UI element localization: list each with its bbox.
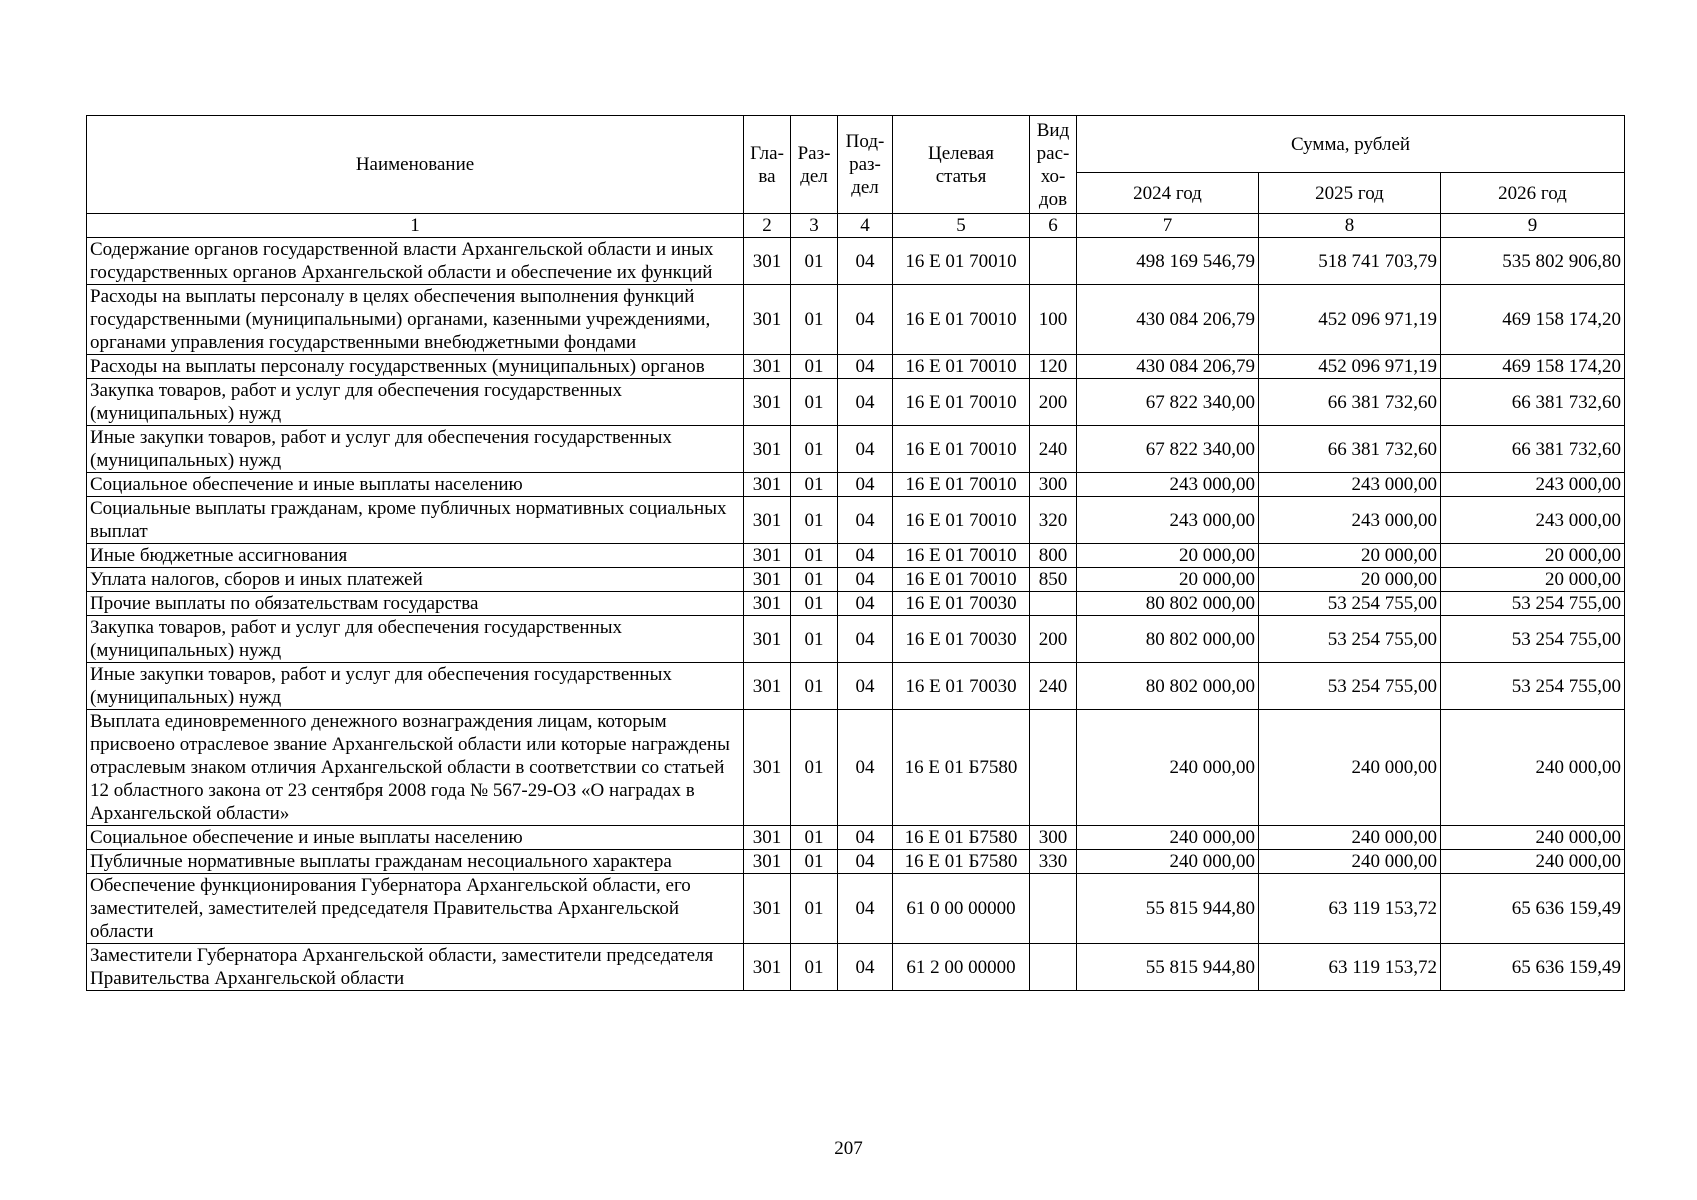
row-sum-2024: 20 000,00 (1077, 544, 1259, 568)
row-vid-rashodov: 320 (1030, 497, 1077, 544)
header-podrazdel: Под- раз- дел (838, 116, 893, 214)
row-podrazdel: 04 (838, 285, 893, 355)
row-sum-2026: 243 000,00 (1441, 473, 1625, 497)
row-celevaya-statya: 61 2 00 00000 (893, 944, 1030, 991)
row-name: Иные закупки товаров, работ и услуг для обеспечения государственных (муниципальных) нужд (87, 426, 744, 473)
row-name: Иные бюджетные ассигнования (87, 544, 744, 568)
row-glava: 301 (744, 874, 791, 944)
row-glava: 301 (744, 710, 791, 826)
row-sum-2024: 67 822 340,00 (1077, 426, 1259, 473)
table-row (87, 238, 1625, 285)
row-sum-2024: 20 000,00 (1077, 568, 1259, 592)
row-podrazdel: 04 (838, 497, 893, 544)
header-2024: 2024 год (1077, 173, 1259, 214)
row-razdel: 01 (791, 473, 838, 497)
row-celevaya-statya: 16 Е 01 70010 (893, 379, 1030, 426)
row-celevaya-statya: 16 Е 01 70010 (893, 285, 1030, 355)
row-sum-2026: 20 000,00 (1441, 544, 1625, 568)
row-vid-rashodov: 800 (1030, 544, 1077, 568)
row-sum-2026: 66 381 732,60 (1441, 426, 1625, 473)
row-vid-rashodov: 240 (1030, 663, 1077, 710)
row-sum-2026: 65 636 159,49 (1441, 874, 1625, 944)
row-celevaya-statya: 16 Е 01 Б7580 (893, 826, 1030, 850)
row-sum-2024: 80 802 000,00 (1077, 592, 1259, 616)
row-sum-2024: 243 000,00 (1077, 497, 1259, 544)
row-sum-2026: 469 158 174,20 (1441, 285, 1625, 355)
table-row (87, 285, 1625, 355)
row-celevaya-statya: 16 Е 01 Б7580 (893, 850, 1030, 874)
row-name: Заместители Губернатора Архангельской области, заместители председателя Правительства Архангельской области (87, 944, 744, 991)
row-razdel: 01 (791, 874, 838, 944)
row-sum-2025: 452 096 971,19 (1259, 355, 1441, 379)
row-celevaya-statya: 16 Е 01 70010 (893, 544, 1030, 568)
row-glava: 301 (744, 473, 791, 497)
row-name: Социальное обеспечение и иные выплаты населению (87, 473, 744, 497)
header-summa: Сумма, рублей (1077, 116, 1625, 173)
row-celevaya-statya: 16 Е 01 70010 (893, 473, 1030, 497)
row-vid-rashodov: 100 (1030, 285, 1077, 355)
row-sum-2025: 243 000,00 (1259, 497, 1441, 544)
row-razdel: 01 (791, 544, 838, 568)
row-celevaya-statya: 16 Е 01 70010 (893, 238, 1030, 285)
row-name: Прочие выплаты по обязательствам государства (87, 592, 744, 616)
row-podrazdel: 04 (838, 473, 893, 497)
table-row (87, 355, 1625, 379)
row-sum-2026: 65 636 159,49 (1441, 944, 1625, 991)
row-sum-2025: 66 381 732,60 (1259, 379, 1441, 426)
row-name: Обеспечение функционирования Губернатора Архангельской области, его заместителей, заместителей председателя Правительства Архангельской области (87, 874, 744, 944)
table-row (87, 944, 1625, 991)
table-row (87, 826, 1625, 850)
row-name: Расходы на выплаты персоналу государственных (муниципальных) органов (87, 355, 744, 379)
row-podrazdel: 04 (838, 355, 893, 379)
row-vid-rashodov (1030, 710, 1077, 826)
row-sum-2026: 240 000,00 (1441, 826, 1625, 850)
budget-table (86, 115, 1625, 991)
row-sum-2025: 518 741 703,79 (1259, 238, 1441, 285)
row-name: Закупка товаров, работ и услуг для обеспечения государственных (муниципальных) нужд (87, 616, 744, 663)
header-glava: Гла- ва (744, 116, 791, 214)
row-sum-2024: 240 000,00 (1077, 826, 1259, 850)
row-sum-2026: 469 158 174,20 (1441, 355, 1625, 379)
page-number: 207 (834, 1138, 863, 1159)
row-sum-2024: 55 815 944,80 (1077, 874, 1259, 944)
row-glava: 301 (744, 379, 791, 426)
row-name: Социальные выплаты гражданам, кроме публичных нормативных социальных выплат (87, 497, 744, 544)
row-razdel: 01 (791, 355, 838, 379)
row-vid-rashodov: 240 (1030, 426, 1077, 473)
header-celevaya: Целевая статья (893, 116, 1030, 214)
table-row (87, 592, 1625, 616)
row-sum-2025: 53 254 755,00 (1259, 592, 1441, 616)
row-celevaya-statya: 16 Е 01 70010 (893, 355, 1030, 379)
column-number: 7 (1077, 214, 1259, 238)
row-name: Расходы на выплаты персоналу в целях обеспечения выполнения функций государственными (муниципальными) органами, казенными учреждениями, органами управления государственными внебюджетными фондами (87, 285, 744, 355)
row-sum-2026: 20 000,00 (1441, 568, 1625, 592)
row-podrazdel: 04 (838, 426, 893, 473)
row-sum-2024: 67 822 340,00 (1077, 379, 1259, 426)
table-row (87, 497, 1625, 544)
row-sum-2026: 243 000,00 (1441, 497, 1625, 544)
row-podrazdel: 04 (838, 944, 893, 991)
row-vid-rashodov: 330 (1030, 850, 1077, 874)
table-row (87, 663, 1625, 710)
row-vid-rashodov (1030, 944, 1077, 991)
row-razdel: 01 (791, 592, 838, 616)
row-celevaya-statya: 16 Е 01 Б7580 (893, 710, 1030, 826)
row-name: Выплата единовременного денежного вознаграждения лицам, которым присвоено отраслевое звание Архангельской области или которые награждены отраслевым знаком отличия Архангельской области в соответствии со статьей 12 областного закона от 23 сентября 2008 года № 567-29-ОЗ «О наградах в Архангельской области» (87, 710, 744, 826)
row-glava: 301 (744, 568, 791, 592)
table-row (87, 426, 1625, 473)
row-podrazdel: 04 (838, 874, 893, 944)
row-sum-2025: 243 000,00 (1259, 473, 1441, 497)
row-sum-2025: 63 119 153,72 (1259, 944, 1441, 991)
row-podrazdel: 04 (838, 850, 893, 874)
row-razdel: 01 (791, 285, 838, 355)
row-podrazdel: 04 (838, 663, 893, 710)
header-2026: 2026 год (1441, 173, 1625, 214)
row-glava: 301 (744, 426, 791, 473)
row-razdel: 01 (791, 663, 838, 710)
row-sum-2025: 66 381 732,60 (1259, 426, 1441, 473)
row-razdel: 01 (791, 497, 838, 544)
row-sum-2025: 63 119 153,72 (1259, 874, 1441, 944)
table-row (87, 616, 1625, 663)
header-razdel: Раз- дел (791, 116, 838, 214)
row-vid-rashodov (1030, 238, 1077, 285)
row-sum-2025: 20 000,00 (1259, 568, 1441, 592)
row-celevaya-statya: 16 Е 01 70030 (893, 663, 1030, 710)
row-sum-2025: 240 000,00 (1259, 850, 1441, 874)
row-podrazdel: 04 (838, 616, 893, 663)
row-celevaya-statya: 16 Е 01 70010 (893, 568, 1030, 592)
row-name: Публичные нормативные выплаты гражданам несоциального характера (87, 850, 744, 874)
row-podrazdel: 04 (838, 238, 893, 285)
row-celevaya-statya: 61 0 00 00000 (893, 874, 1030, 944)
row-celevaya-statya: 16 Е 01 70030 (893, 592, 1030, 616)
row-razdel: 01 (791, 850, 838, 874)
row-razdel: 01 (791, 710, 838, 826)
row-glava: 301 (744, 826, 791, 850)
column-number: 5 (893, 214, 1030, 238)
row-sum-2025: 240 000,00 (1259, 826, 1441, 850)
table-row (87, 568, 1625, 592)
row-podrazdel: 04 (838, 826, 893, 850)
row-vid-rashodov: 300 (1030, 826, 1077, 850)
row-sum-2024: 430 084 206,79 (1077, 285, 1259, 355)
row-sum-2025: 452 096 971,19 (1259, 285, 1441, 355)
row-glava: 301 (744, 944, 791, 991)
table-row (87, 874, 1625, 944)
column-number: 1 (87, 214, 744, 238)
row-podrazdel: 04 (838, 379, 893, 426)
row-sum-2026: 53 254 755,00 (1441, 592, 1625, 616)
row-sum-2025: 53 254 755,00 (1259, 616, 1441, 663)
row-glava: 301 (744, 355, 791, 379)
row-name: Иные закупки товаров, работ и услуг для обеспечения государственных (муниципальных) нужд (87, 663, 744, 710)
row-sum-2025: 240 000,00 (1259, 710, 1441, 826)
column-number: 2 (744, 214, 791, 238)
row-name: Социальное обеспечение и иные выплаты населению (87, 826, 744, 850)
row-podrazdel: 04 (838, 544, 893, 568)
row-sum-2024: 498 169 546,79 (1077, 238, 1259, 285)
row-glava: 301 (744, 663, 791, 710)
row-vid-rashodov: 200 (1030, 616, 1077, 663)
row-vid-rashodov: 200 (1030, 379, 1077, 426)
column-number-row (87, 214, 1625, 238)
row-glava: 301 (744, 285, 791, 355)
row-name: Закупка товаров, работ и услуг для обеспечения государственных (муниципальных) нужд (87, 379, 744, 426)
column-number: 9 (1441, 214, 1625, 238)
row-glava: 301 (744, 850, 791, 874)
table-row (87, 544, 1625, 568)
row-razdel: 01 (791, 944, 838, 991)
row-sum-2026: 240 000,00 (1441, 710, 1625, 826)
table-row (87, 850, 1625, 874)
row-glava: 301 (744, 544, 791, 568)
row-razdel: 01 (791, 568, 838, 592)
row-vid-rashodov: 300 (1030, 473, 1077, 497)
row-vid-rashodov (1030, 874, 1077, 944)
row-name: Уплата налогов, сборов и иных платежей (87, 568, 744, 592)
row-razdel: 01 (791, 616, 838, 663)
row-sum-2024: 240 000,00 (1077, 710, 1259, 826)
table-row (87, 379, 1625, 426)
row-glava: 301 (744, 616, 791, 663)
row-sum-2026: 535 802 906,80 (1441, 238, 1625, 285)
row-glava: 301 (744, 238, 791, 285)
header-2025: 2025 год (1259, 173, 1441, 214)
row-sum-2026: 66 381 732,60 (1441, 379, 1625, 426)
header-name: Наименование (87, 116, 744, 214)
row-sum-2026: 240 000,00 (1441, 850, 1625, 874)
row-vid-rashodov: 850 (1030, 568, 1077, 592)
row-glava: 301 (744, 497, 791, 544)
column-number: 3 (791, 214, 838, 238)
column-number: 8 (1259, 214, 1441, 238)
row-sum-2024: 430 084 206,79 (1077, 355, 1259, 379)
column-number: 6 (1030, 214, 1077, 238)
row-razdel: 01 (791, 238, 838, 285)
row-razdel: 01 (791, 826, 838, 850)
row-sum-2024: 240 000,00 (1077, 850, 1259, 874)
row-celevaya-statya: 16 Е 01 70030 (893, 616, 1030, 663)
row-sum-2026: 53 254 755,00 (1441, 616, 1625, 663)
row-sum-2024: 80 802 000,00 (1077, 663, 1259, 710)
row-razdel: 01 (791, 426, 838, 473)
row-name: Содержание органов государственной власти Архангельской области и иных государственных органов Архангельской области и обеспечение их функций (87, 238, 744, 285)
table-body (87, 238, 1625, 991)
row-razdel: 01 (791, 379, 838, 426)
table-row (87, 473, 1625, 497)
row-celevaya-statya: 16 Е 01 70010 (893, 426, 1030, 473)
row-sum-2026: 53 254 755,00 (1441, 663, 1625, 710)
row-sum-2024: 243 000,00 (1077, 473, 1259, 497)
row-glava: 301 (744, 592, 791, 616)
table-row (87, 710, 1625, 826)
row-sum-2024: 55 815 944,80 (1077, 944, 1259, 991)
row-sum-2024: 80 802 000,00 (1077, 616, 1259, 663)
row-podrazdel: 04 (838, 568, 893, 592)
row-vid-rashodov (1030, 592, 1077, 616)
row-sum-2025: 53 254 755,00 (1259, 663, 1441, 710)
column-number: 4 (838, 214, 893, 238)
row-podrazdel: 04 (838, 710, 893, 826)
row-vid-rashodov: 120 (1030, 355, 1077, 379)
row-celevaya-statya: 16 Е 01 70010 (893, 497, 1030, 544)
row-sum-2025: 20 000,00 (1259, 544, 1441, 568)
header-vid: Вид рас- хо- дов (1030, 116, 1077, 214)
row-podrazdel: 04 (838, 592, 893, 616)
